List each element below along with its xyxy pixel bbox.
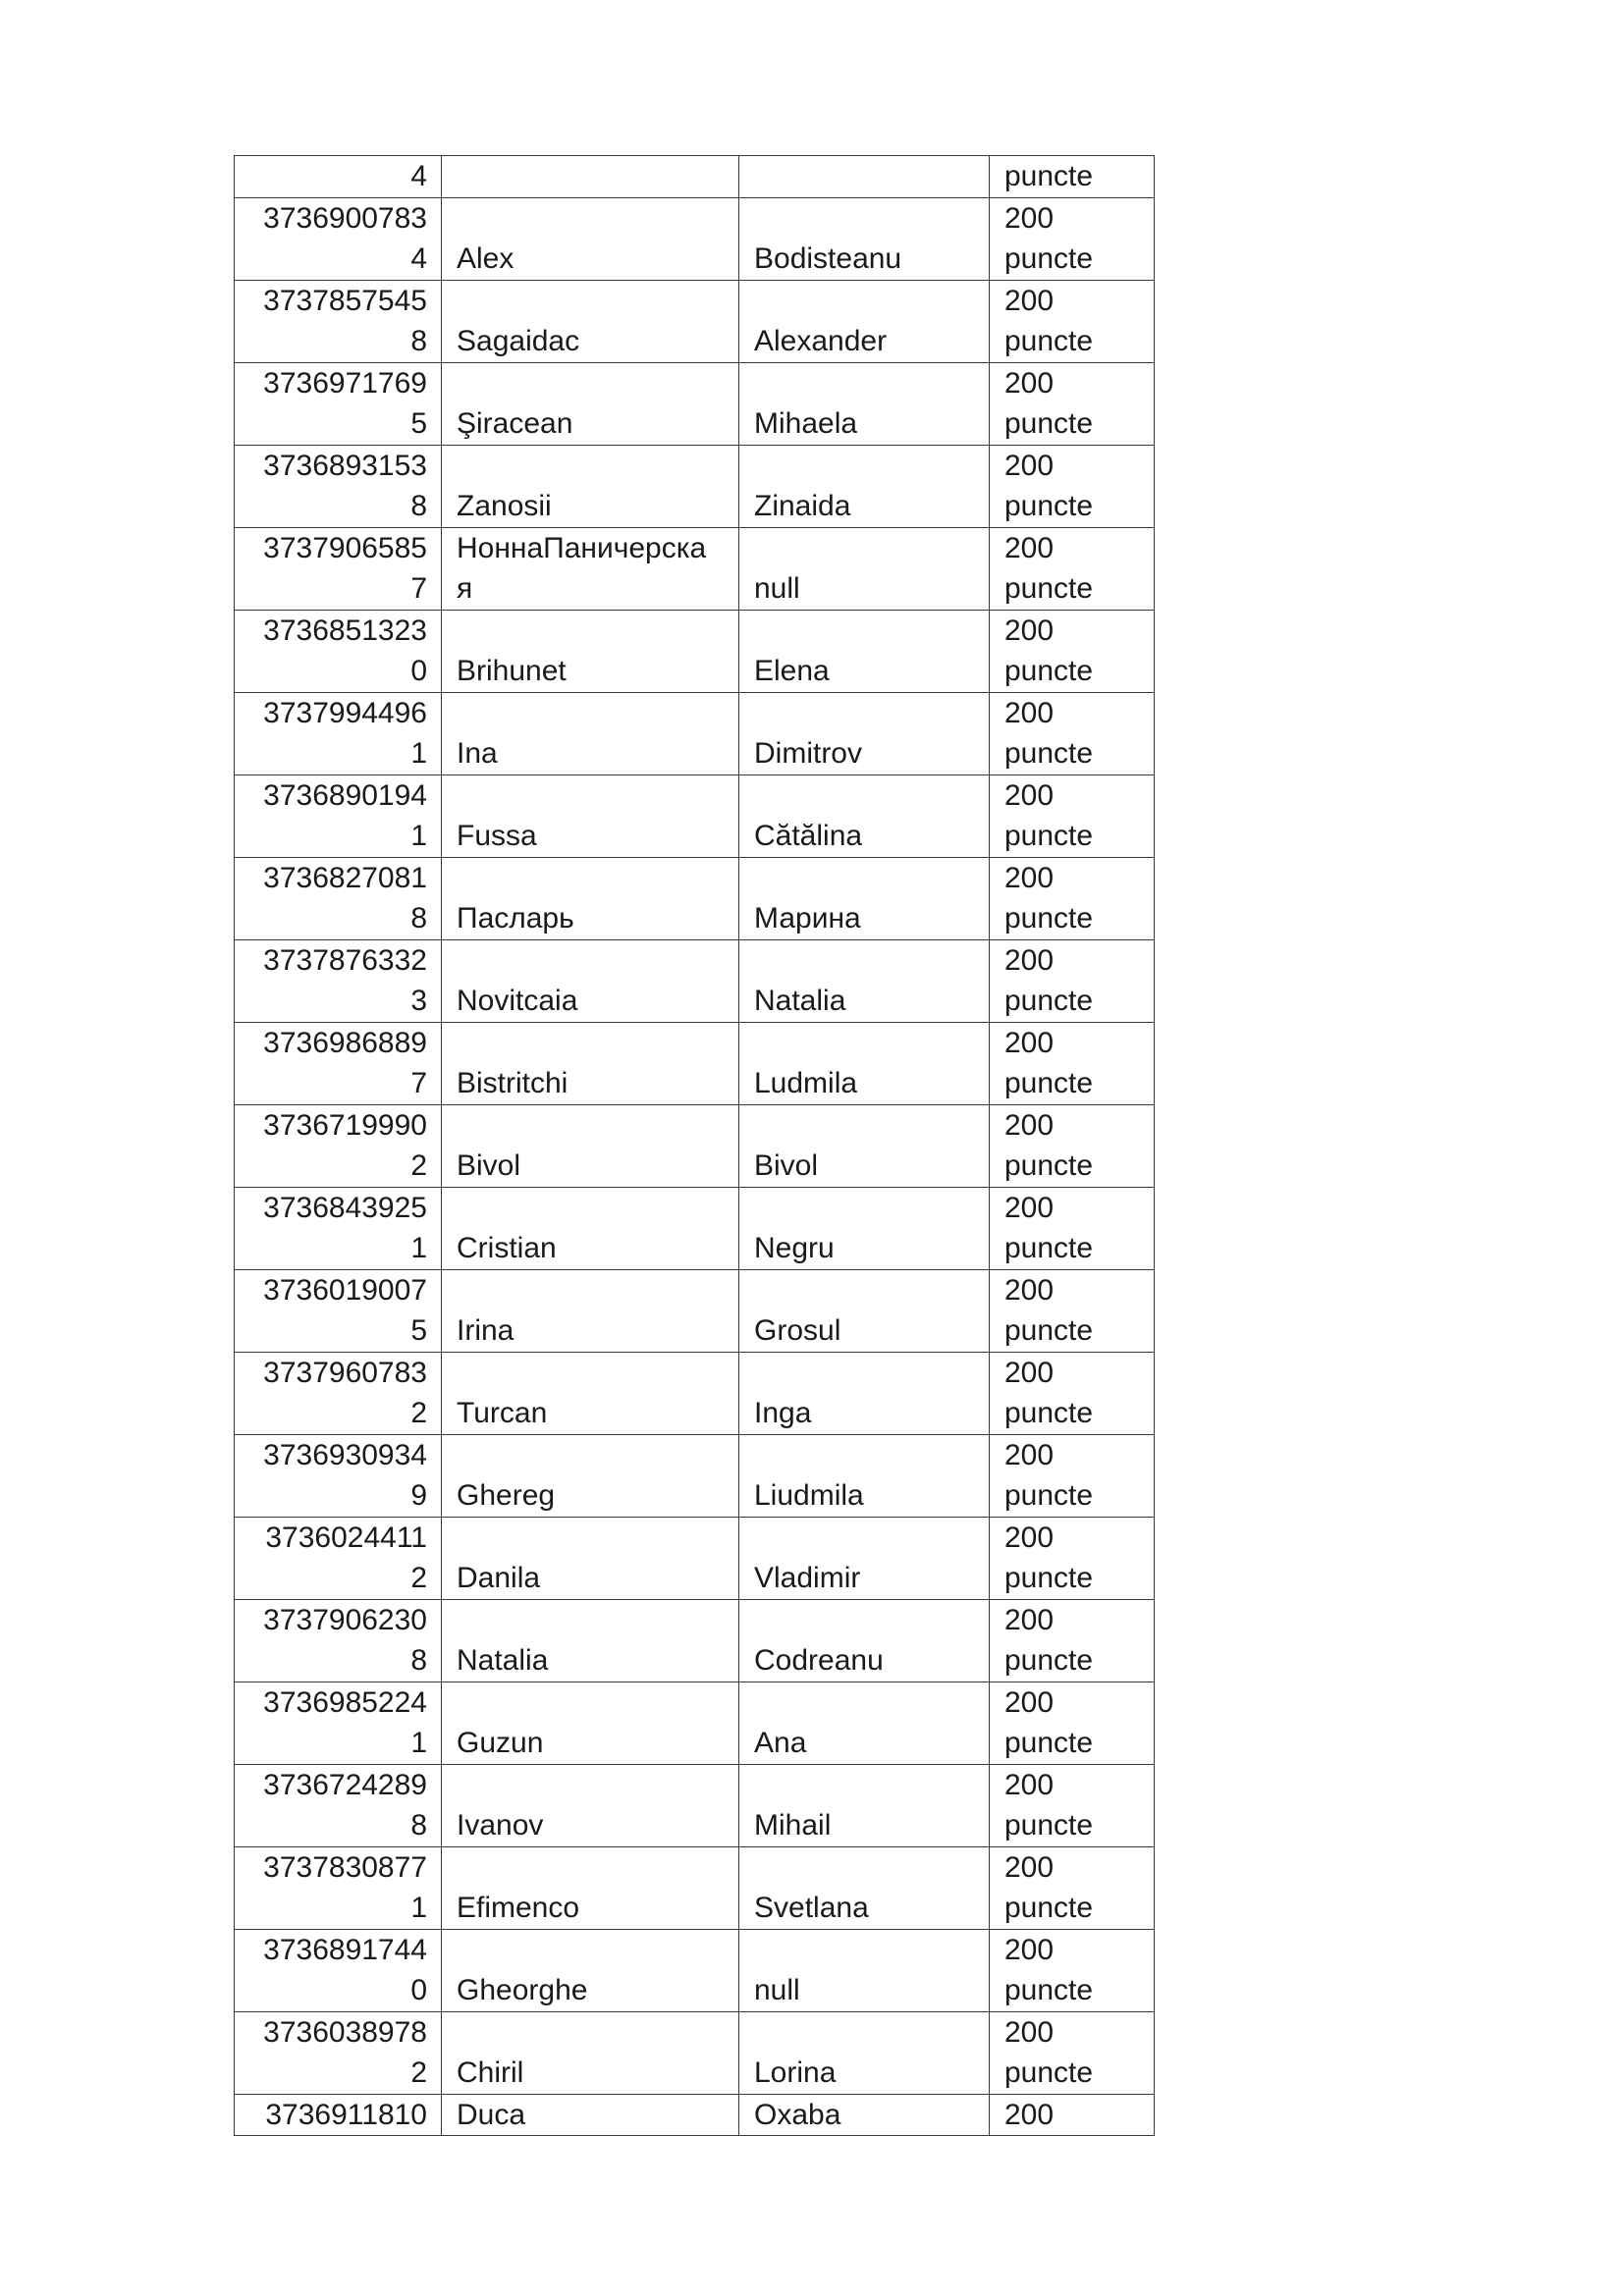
first-name-cell xyxy=(442,1187,739,1269)
first-name-line: Fussa xyxy=(457,820,537,852)
first-name-cell xyxy=(442,527,739,610)
phone-number-cell xyxy=(235,1434,442,1517)
points-cell xyxy=(990,1352,1155,1434)
points-line: puncte xyxy=(1004,655,1094,687)
phone-number-line: 3736038978 xyxy=(263,2015,427,2049)
points-line: puncte xyxy=(1004,490,1094,522)
phone-number-line: 7 xyxy=(410,572,427,605)
phone-number-line: 3737994496 xyxy=(263,696,427,729)
first-name-line: я xyxy=(457,572,473,605)
first-name-cell xyxy=(442,1929,739,2011)
phone-number-line: 9 xyxy=(410,1479,427,1512)
phone-number-cell xyxy=(235,156,442,198)
table-row xyxy=(235,1929,1155,2011)
points-line: 200 xyxy=(1004,2015,1055,2049)
first-name-cell xyxy=(442,156,739,198)
points-line: 200 xyxy=(1004,1356,1055,1389)
phone-number-cell xyxy=(235,2011,442,2094)
phone-number-cell xyxy=(235,774,442,857)
points-line: 200 xyxy=(1004,943,1055,977)
phone-number-line: 2 xyxy=(410,1397,427,1429)
last-name-cell: Elena xyxy=(739,610,990,692)
phone-number-cell xyxy=(235,197,442,280)
points-line: 200 xyxy=(1004,1521,1055,1554)
table-row xyxy=(235,1352,1155,1434)
first-name-line: Ivanov xyxy=(457,1809,544,1842)
table-row xyxy=(235,280,1155,362)
phone-number-line: 3737960783 xyxy=(263,1356,427,1389)
points-cell xyxy=(990,1929,1155,2011)
first-name-cell xyxy=(442,610,739,692)
table-row xyxy=(235,1517,1155,1599)
first-name-line: Gheorghe xyxy=(457,1974,588,2006)
first-name-cell xyxy=(442,1764,739,1846)
first-name-line: Sagaidac xyxy=(457,325,580,357)
phone-number-cell xyxy=(235,1682,442,1764)
table-row xyxy=(235,1269,1155,1352)
first-name-line: Bivol xyxy=(457,1149,521,1182)
points-line: 200 xyxy=(1004,614,1055,647)
phone-number-cell xyxy=(235,939,442,1022)
last-name-cell: Bodisteanu xyxy=(739,197,990,280)
table-body xyxy=(235,156,1155,2136)
phone-number-cell xyxy=(235,1599,442,1682)
table-row xyxy=(235,1764,1155,1846)
phone-number-line: 4 xyxy=(410,242,427,275)
last-name-cell: Negru xyxy=(739,1187,990,1269)
points-line: puncte xyxy=(1004,820,1094,852)
phone-number-line: 3736890194 xyxy=(263,778,427,812)
points-line: puncte xyxy=(1004,902,1094,934)
points-line: 200 xyxy=(1004,531,1055,564)
points-line: puncte xyxy=(1004,985,1094,1017)
first-name-line: Ina xyxy=(457,737,498,770)
table-row xyxy=(235,1187,1155,1269)
first-name-line: Irina xyxy=(457,1314,514,1347)
points-line: puncte xyxy=(1004,737,1094,770)
last-name-cell: Liudmila xyxy=(739,1434,990,1517)
points-line: puncte xyxy=(1004,1067,1094,1099)
points-line: 200 xyxy=(1004,1603,1055,1636)
points-cell xyxy=(990,1269,1155,1352)
phone-number-cell xyxy=(235,527,442,610)
phone-number-line: 3736985224 xyxy=(263,1685,427,1719)
first-name-line: Chiril xyxy=(457,2056,524,2089)
phone-number-line: 3736891744 xyxy=(263,1933,427,1966)
phone-number-line: 3736930934 xyxy=(263,1438,427,1471)
phone-number-cell xyxy=(235,857,442,939)
phone-number-cell xyxy=(235,1846,442,1929)
points-line: 200 xyxy=(1004,1685,1055,1719)
last-name-cell: Mihail xyxy=(739,1764,990,1846)
points-cell xyxy=(990,1764,1155,1846)
phone-number-line: 1 xyxy=(410,820,427,852)
points-cell xyxy=(990,527,1155,610)
first-name-cell xyxy=(442,280,739,362)
first-name-cell xyxy=(442,857,739,939)
phone-number-line: 1 xyxy=(410,1892,427,1924)
first-name-cell xyxy=(442,774,739,857)
points-line: 200 xyxy=(1004,1768,1055,1801)
points-line: puncte xyxy=(1004,1479,1094,1512)
points-cell xyxy=(990,1022,1155,1104)
first-name-cell xyxy=(442,692,739,774)
table-row xyxy=(235,527,1155,610)
first-name-cell xyxy=(442,2011,739,2094)
points-line: puncte xyxy=(1004,1974,1094,2006)
points-cell xyxy=(990,1682,1155,1764)
points-cell xyxy=(990,197,1155,280)
points-cell xyxy=(990,1104,1155,1187)
table-row xyxy=(235,1022,1155,1104)
points-line: puncte xyxy=(1004,1809,1094,1842)
points-line: 200 xyxy=(1004,366,1055,400)
phone-number-cell xyxy=(235,280,442,362)
points-line: 200 xyxy=(1004,449,1055,482)
table-row xyxy=(235,197,1155,280)
points-line: 200 xyxy=(1004,778,1055,812)
last-name-cell: Natalia xyxy=(739,939,990,1022)
first-name-cell xyxy=(442,362,739,445)
phone-number-line: 1 xyxy=(410,737,427,770)
table-row xyxy=(235,857,1155,939)
last-name-cell: Oxaba xyxy=(739,2094,990,2136)
first-name-line: Zanosii xyxy=(457,490,552,522)
points-line: 200 xyxy=(1004,2098,1055,2131)
first-name-line: Turcan xyxy=(457,1397,548,1429)
first-name-cell xyxy=(442,1022,739,1104)
phone-number-line: 3736719990 xyxy=(263,1108,427,1142)
first-name-line: НоннаПаничерска xyxy=(457,531,707,564)
phone-number-cell xyxy=(235,1022,442,1104)
points-line: 200 xyxy=(1004,1273,1055,1307)
phone-number-line: 8 xyxy=(410,1809,427,1842)
phone-number-line: 3737830877 xyxy=(263,1850,427,1884)
points-cell xyxy=(990,1599,1155,1682)
first-name-cell xyxy=(442,1682,739,1764)
points-line: puncte xyxy=(1004,2056,1094,2089)
phone-number-line: 3736851323 xyxy=(263,614,427,647)
points-cell xyxy=(990,1187,1155,1269)
last-name-cell: null xyxy=(739,527,990,610)
phone-number-cell xyxy=(235,610,442,692)
phone-number-line: 3736900783 xyxy=(263,201,427,235)
first-name-line: Пасларь xyxy=(457,902,574,934)
points-cell xyxy=(990,2094,1155,2136)
first-name-line: Guzun xyxy=(457,1727,544,1759)
phone-number-line: 8 xyxy=(410,902,427,934)
phone-number-cell xyxy=(235,1929,442,2011)
points-cell xyxy=(990,1434,1155,1517)
table-row xyxy=(235,1434,1155,1517)
last-name-cell: Ana xyxy=(739,1682,990,1764)
points-line: puncte xyxy=(1004,242,1094,275)
points-cell xyxy=(990,939,1155,1022)
participants-table xyxy=(234,155,1155,2136)
points-cell xyxy=(990,156,1155,198)
first-name-line: Şiracean xyxy=(457,407,573,440)
phone-number-cell xyxy=(235,2094,442,2136)
phone-number-line: 3737906585 xyxy=(263,531,427,564)
phone-number-cell xyxy=(235,445,442,527)
last-name-cell: Dimitrov xyxy=(739,692,990,774)
phone-number-line: 3 xyxy=(410,985,427,1017)
last-name-cell: Lorina xyxy=(739,2011,990,2094)
table-row xyxy=(235,610,1155,692)
phone-number-line: 7 xyxy=(410,1067,427,1099)
points-line: puncte xyxy=(1004,1562,1094,1594)
last-name-cell: Zinaida xyxy=(739,445,990,527)
points-cell xyxy=(990,2011,1155,2094)
table-row xyxy=(235,1599,1155,1682)
last-name-cell: Grosul xyxy=(739,1269,990,1352)
points-line: puncte xyxy=(1004,1232,1094,1264)
phone-number-line: 2 xyxy=(410,1562,427,1594)
first-name-line: Novitcaia xyxy=(457,985,578,1017)
points-cell xyxy=(990,362,1155,445)
first-name-line: Duca xyxy=(457,2098,526,2131)
last-name-cell: Codreanu xyxy=(739,1599,990,1682)
last-name-cell: null xyxy=(739,1929,990,2011)
points-line: puncte xyxy=(1004,1314,1094,1347)
phone-number-cell xyxy=(235,1269,442,1352)
points-line: puncte xyxy=(1004,1727,1094,1759)
phone-number-cell xyxy=(235,1352,442,1434)
phone-number-line: 2 xyxy=(410,1149,427,1182)
phone-number-line: 3736724289 xyxy=(263,1768,427,1801)
points-line: 200 xyxy=(1004,696,1055,729)
last-name-cell: Vladimir xyxy=(739,1517,990,1599)
table-row xyxy=(235,156,1155,198)
first-name-cell xyxy=(442,1269,739,1352)
last-name-cell: Alexander xyxy=(739,280,990,362)
phone-number-line: 5 xyxy=(410,407,427,440)
last-name-cell: Cătălina xyxy=(739,774,990,857)
table-row xyxy=(235,774,1155,857)
phone-number-cell xyxy=(235,692,442,774)
points-line: puncte xyxy=(1004,407,1094,440)
phone-number-line: 3736843925 xyxy=(263,1191,427,1224)
phone-number-line: 5 xyxy=(410,1314,427,1347)
table-row xyxy=(235,445,1155,527)
phone-number-line: 1 xyxy=(410,1727,427,1759)
first-name-cell xyxy=(442,1434,739,1517)
phone-number-line: 3737906230 xyxy=(263,1603,427,1636)
phone-number-line: 8 xyxy=(410,1644,427,1677)
phone-number-line: 8 xyxy=(410,490,427,522)
points-line: puncte xyxy=(1004,160,1094,192)
last-name-cell: Inga xyxy=(739,1352,990,1434)
last-name-cell: Bivol xyxy=(739,1104,990,1187)
first-name-line: Natalia xyxy=(457,1644,549,1677)
points-line: puncte xyxy=(1004,1397,1094,1429)
phone-number-line: 3736971769 xyxy=(263,366,427,400)
points-line: 200 xyxy=(1004,1026,1055,1059)
last-name-cell: Mihaela xyxy=(739,362,990,445)
points-line: 200 xyxy=(1004,1850,1055,1884)
points-line: 200 xyxy=(1004,284,1055,317)
points-cell xyxy=(990,774,1155,857)
phone-number-line: 8 xyxy=(410,325,427,357)
table-row xyxy=(235,2094,1155,2136)
first-name-line: Efimenco xyxy=(457,1892,580,1924)
points-cell xyxy=(990,1846,1155,1929)
phone-number-line: 0 xyxy=(410,1974,427,2006)
phone-number-line: 3736827081 xyxy=(263,861,427,894)
first-name-cell xyxy=(442,1104,739,1187)
first-name-cell xyxy=(442,197,739,280)
points-cell xyxy=(990,280,1155,362)
first-name-line: Brihunet xyxy=(457,655,567,687)
phone-number-cell xyxy=(235,362,442,445)
first-name-cell xyxy=(442,1846,739,1929)
phone-number-line: 3737857545 xyxy=(263,284,427,317)
phone-number-cell xyxy=(235,1517,442,1599)
last-name-cell: Svetlana xyxy=(739,1846,990,1929)
points-cell xyxy=(990,857,1155,939)
table-row xyxy=(235,1846,1155,1929)
points-line: puncte xyxy=(1004,325,1094,357)
table-row xyxy=(235,362,1155,445)
table-row xyxy=(235,1682,1155,1764)
last-name-cell xyxy=(739,156,990,198)
first-name-cell xyxy=(442,1599,739,1682)
phone-number-cell xyxy=(235,1764,442,1846)
points-line: puncte xyxy=(1004,1644,1094,1677)
first-name-cell xyxy=(442,445,739,527)
points-line: 200 xyxy=(1004,201,1055,235)
phone-number-line: 3736893153 xyxy=(263,449,427,482)
phone-number-line: 0 xyxy=(410,655,427,687)
first-name-line: Danila xyxy=(457,1562,541,1594)
points-line: 200 xyxy=(1004,1191,1055,1224)
points-line: 200 xyxy=(1004,1438,1055,1471)
first-name-cell xyxy=(442,1517,739,1599)
points-line: 200 xyxy=(1004,1933,1055,1966)
first-name-line: Cristian xyxy=(457,1232,557,1264)
table-row xyxy=(235,2011,1155,2094)
first-name-cell xyxy=(442,1352,739,1434)
phone-number-line: 4 xyxy=(410,160,427,192)
points-cell xyxy=(990,692,1155,774)
phone-number-line: 3736019007 xyxy=(263,1273,427,1307)
phone-number-line: 3736024411 xyxy=(265,1521,427,1554)
first-name-cell xyxy=(442,939,739,1022)
points-line: 200 xyxy=(1004,1108,1055,1142)
table-row xyxy=(235,692,1155,774)
first-name-cell xyxy=(442,2094,739,2136)
table-row xyxy=(235,939,1155,1022)
first-name-line: Ghereg xyxy=(457,1479,556,1512)
phone-number-line: 3736986889 xyxy=(263,1026,427,1059)
first-name-line: Bistritchi xyxy=(457,1067,568,1099)
points-cell xyxy=(990,1517,1155,1599)
points-cell xyxy=(990,610,1155,692)
phone-number-line: 1 xyxy=(410,1232,427,1264)
points-line: puncte xyxy=(1004,572,1094,605)
first-name-line: Alex xyxy=(457,242,514,275)
points-cell xyxy=(990,445,1155,527)
phone-number-line: 2 xyxy=(410,2056,427,2089)
table-row xyxy=(235,1104,1155,1187)
phone-number-cell xyxy=(235,1187,442,1269)
points-line: puncte xyxy=(1004,1892,1094,1924)
phone-number-line: 3737876332 xyxy=(263,943,427,977)
last-name-cell: Ludmila xyxy=(739,1022,990,1104)
phone-number-line: 3736911810 xyxy=(265,2098,427,2131)
phone-number-cell xyxy=(235,1104,442,1187)
last-name-cell: Марина xyxy=(739,857,990,939)
points-line: puncte xyxy=(1004,1149,1094,1182)
points-line: 200 xyxy=(1004,861,1055,894)
